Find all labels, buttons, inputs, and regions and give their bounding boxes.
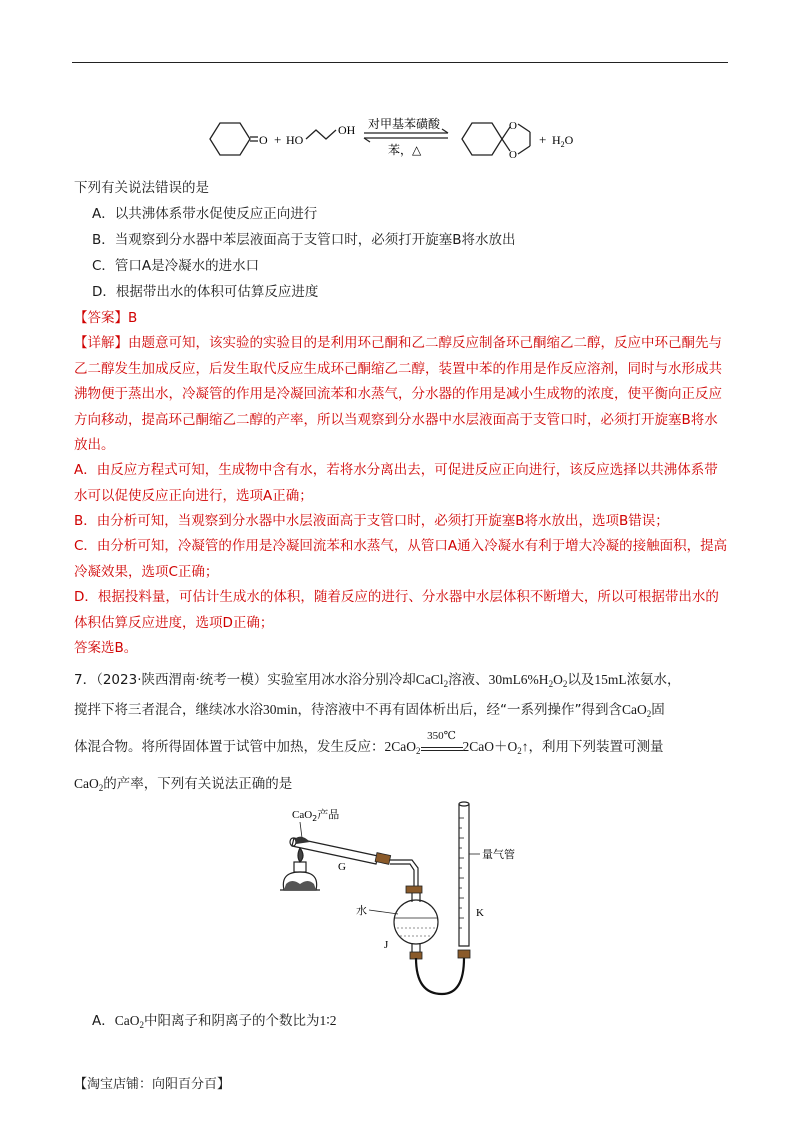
ketal-oxygen-bottom: O <box>509 149 517 161</box>
rubber-hose <box>416 958 464 994</box>
reaction-equation: 2CaO$_2$ 350℃ $2CaO+O_2↑$ <box>385 739 529 754</box>
label-k: K <box>476 907 484 919</box>
question7-line1: 7．（2023·陕西渭南·统考一模）实验室用冰水浴分别冷却CaCl$_2$溶液、$30mL6\%H_2O_2$以及15mL浓氨水， <box>74 672 681 689</box>
h2o2-formula: $30mL6\%H_2O_2$ <box>488 672 568 689</box>
question7-line2: 搅拌下将三者混合，继续冰水浴30min，待溶液中不再有固体析出后，经“一系列操作”得到含CaO$_2$固 <box>74 702 665 719</box>
analysis-b: B．由分析可知，当观察到分水器中水层液面高于支管口时，必须打开旋塞B将水放出，选项B错误； <box>74 513 669 529</box>
header-rule <box>72 62 728 63</box>
option-a: A．以共沸体系带水促使反应正向进行 <box>92 206 318 222</box>
label-g: G <box>338 861 346 873</box>
product-label: CaO$_2$产品 <box>292 808 340 823</box>
stopper <box>375 853 391 865</box>
option-b: B．当观察到分水器中苯层液面高于支管口时，必须打开旋塞B将水放出 <box>92 232 516 248</box>
ketal-oxygen-top: O <box>509 120 517 132</box>
conditions-label: 苯，△ <box>388 143 422 157</box>
answer-label: 【答案】B <box>74 310 138 326</box>
label-burette: 量气管 <box>482 848 515 861</box>
question7-line3: 体混合物。将所得固体置于试管中加热，发生反应：2CaO$_2$ 350℃ $2CaO+O_2↑$，利用下列装置可测量 <box>74 737 664 761</box>
label-j: J <box>384 939 389 951</box>
separatory-bulb <box>394 893 438 956</box>
label-water: 水 <box>356 904 367 917</box>
cao2-formula: CaO$_2$ <box>622 702 652 719</box>
explanation-body: 由题意可知，该实验的实验目的是利用环己酮和乙二醇反应制备环己酮缩乙二醇，反应中环己酮先与乙二醇发生加成反应，后发生取代反应生成环己酮缩乙二醇，装置中苯的作用是作反应溶剂，同时与水形成共沸物便于蒸出水，冷凝管的作用是冷凝回流苯和水蒸气，分水器的作用是减小生成物的浓度，使平衡向正反应方向移动，提高环己酮缩乙二醇的产率，所以当观察到分水器中水层液面高于支管口时，必须打开旋塞B将水放出。 <box>74 335 722 453</box>
product-solid <box>296 837 310 844</box>
ethylene-glycol-chain <box>306 130 336 139</box>
question-number: 7． <box>74 672 97 688</box>
question7-option-a: A．CaO$_2$中阳离子和阴离子的个数比为1∶2 <box>92 1013 337 1030</box>
plus-sign-2: + <box>539 132 547 147</box>
question-source: （2023·陕西渭南·统考一模） <box>96 672 268 688</box>
analysis-c: C．由分析可知，冷凝管的作用是冷凝回流苯和水蒸气，从管口A通入冷凝水有利于增大冷凝的接触面积，提高冷凝效果，选项C正确； <box>74 538 728 580</box>
cacl2-formula: CaCl$_2$ <box>415 672 449 689</box>
plus-sign: + <box>274 132 282 147</box>
question7-line4: CaO$_2$的产率，下列有关说法正确的是 <box>74 776 293 793</box>
cyclohexanone-structure <box>210 123 258 155</box>
conclusion: 答案选B。 <box>74 640 138 656</box>
water-formula: $H_2O$ <box>552 133 574 149</box>
reaction-scheme <box>200 110 600 170</box>
catalyst-label: 对甲基苯磺酸 <box>368 117 441 131</box>
delivery-tube <box>390 860 418 890</box>
explanation-head: 【详解】 <box>74 335 128 351</box>
equation-condition: 350℃ <box>427 730 456 742</box>
option-c: C．管口A是冷凝水的进水口 <box>92 258 260 274</box>
glycol-ho: HO <box>286 133 304 147</box>
ketone-oxygen: O <box>259 133 268 147</box>
gas-burette <box>459 802 469 946</box>
glycol-oh: OH <box>338 123 356 137</box>
analysis-a: A．由反应方程式可知，生成物中含有水，若将水分离出去，可促进反应正向进行，该反应选择以共沸体系带水可以促使反应正向进行，选项A正确； <box>74 462 718 504</box>
option-d: D．根据带出水的体积可估算反应进度 <box>92 284 319 300</box>
ketal-structure <box>462 123 530 155</box>
question-stem: 下列有关说法错误的是 <box>74 180 209 196</box>
footer-shop-label: 【淘宝店铺：向阳百分百】 <box>74 1077 231 1092</box>
analysis-d: D．根据投料量，可估计生成水的体积，随着反应的进行、分水器中水层体积不断增大，所以可根据带出水的体积估算反应进度，选项D正确； <box>74 589 719 631</box>
apparatus-diagram <box>270 798 550 1000</box>
explanation <box>74 331 730 459</box>
alcohol-lamp <box>280 848 320 890</box>
